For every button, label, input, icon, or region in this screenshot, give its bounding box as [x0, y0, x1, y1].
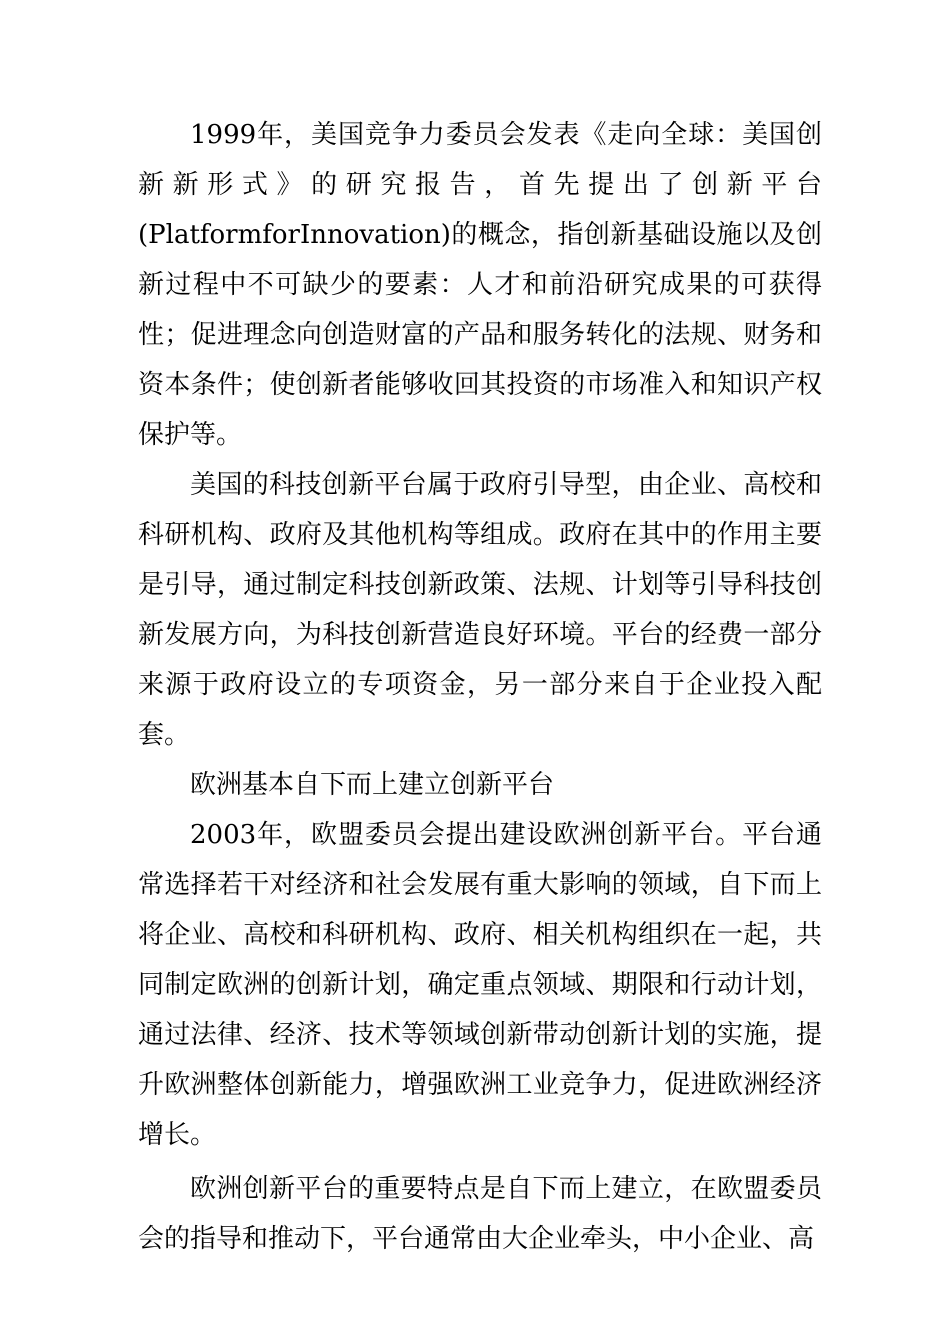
section-heading-europe: 欧洲基本自下而上建立创新平台 — [190, 770, 555, 800]
paragraph-eu-platform-features: 欧洲创新平台的重要特点是自下而上建立，在欧盟委员会的指导和推动下，平台通常由大企业牵头，中小企业、高 — [138, 1174, 822, 1254]
paragraph-us-competitiveness-report: 1999年，美国竞争力委员会发表《走向全球：美国创新新形式》的研究报告，首先提出了创新平台(PlatformforInnovation)的概念，指创新基础设施以及创新过程中不可缺少的要素：人才和前沿研究成果的可获得性；促进理念向创造财富的产品和服务转化的法规、财务和资本条件；使创新者能够收回其投资的市场准入和知识产权保护等。 — [138, 120, 822, 450]
paragraph-eu-innovation-platform: 2003年，欧盟委员会提出建设欧洲创新平台。平台通常选择若干对经济和社会发展有重大影响的领域，自下而上将企业、高校和科研机构、政府、相关机构组织在一起，共同制定欧洲的创新计划，确定重点领域、期限和行动计划，通过法律、经济、技术等领域创新带动创新计划的实施，提升欧洲整体创新能力，增强欧洲工业竞争力，促进欧洲经济增长。 — [138, 820, 822, 1150]
paragraph-us-innovation-platform: 美国的科技创新平台属于政府引导型，由企业、高校和科研机构、政府及其他机构等组成。政府在其中的作用主要是引导，通过制定科技创新政策、法规、计划等引导科技创新发展方向，为科技创新营造良好环境。平台的经费一部分来源于政府设立的专项资金，另一部分来自于企业投入配套。 — [138, 470, 822, 750]
document-body — [138, 110, 822, 1264]
